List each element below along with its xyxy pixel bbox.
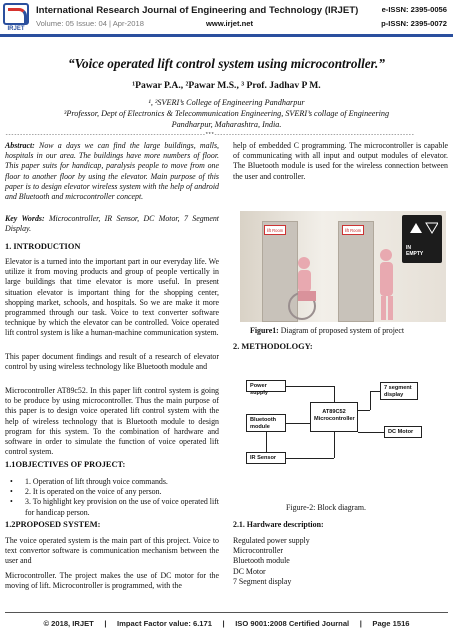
logo-mark-icon <box>3 3 29 25</box>
proposed-paragraph-2: Microcontroller. The project makes the use of DC motor for the moving of lift. Microcontroller is programmed, with the <box>5 571 219 591</box>
section-separator: ---------------------------------------------------------------------***--------------------------------------------------------------------- <box>5 131 414 138</box>
journal-header <box>0 0 453 38</box>
hardware-heading: 2.1. Hardware description: <box>233 520 324 529</box>
list-item: • 3. To highlight key provision on the use of voice operated lift for handicap person. <box>5 497 219 517</box>
keywords <box>5 214 219 234</box>
list-item: Microcontroller <box>233 546 283 556</box>
dc-motor-block: DC Motor <box>384 426 422 438</box>
objectives-heading: 1.1OBJECTIVES OF PROJECT: <box>5 460 126 469</box>
bluetooth-block: Bluetooth module <box>246 414 286 432</box>
figure-2-block-diagram <box>244 370 442 488</box>
list-item: • 1. Operation of lift through voice commands. <box>5 477 219 487</box>
journal-website-link[interactable]: www.irjet.net <box>206 19 253 28</box>
caption-text: Diagram of proposed system of project <box>278 326 405 335</box>
list-item: • 2. It is operated on the voice of any person. <box>5 487 219 497</box>
arrow-icon <box>406 219 438 241</box>
proposed-heading: 1.2PROPOSED SYSTEM: <box>5 520 101 529</box>
list-item: DC Motor <box>233 566 266 576</box>
connector-line <box>286 423 310 424</box>
connector-line <box>286 386 334 387</box>
connector-line <box>286 458 334 459</box>
list-item: Bluetooth module <box>233 556 290 566</box>
seven-segment-block: 7 segment display <box>380 382 418 400</box>
abstract <box>5 141 219 202</box>
volume-issue: Volume: 05 Issue: 04 | Apr-2018 <box>36 19 144 28</box>
connector-line <box>334 386 335 402</box>
abstract-label: Abstract: <box>5 141 35 150</box>
proposed-paragraph-1: The voice operated system is the main part of this project. Voice to text convertor software is communication mechanism between the user and <box>5 536 219 566</box>
figure-2-caption: Figure-2: Block diagram. <box>286 503 366 512</box>
microcontroller-block: AT89C52 Microcontroller <box>310 402 358 432</box>
objectives-list <box>5 477 219 518</box>
e-issn: e-ISSN: 2395-0056 <box>381 5 447 14</box>
header-rule <box>0 34 453 37</box>
affiliation-1: ¹, ²SVERI’s College of Engineering Pandharpur <box>148 98 305 107</box>
lift-room-sign: lift Room <box>264 225 286 235</box>
connector-line <box>334 432 335 458</box>
journal-name: International Research Journal of Engineering and Technology (IRJET) <box>36 5 359 16</box>
panel-text: IN EMPTY <box>406 245 424 257</box>
intro-paragraph-1: Elevator is a turned into the important part in our everyday life. We utilize it from moving products and group of people vertically in large buildings that time elevator is more useful. In present situation elevator is important thing for the shopping center, shopping market, schools, and hospitals. So we are make it more programmed through our task. Voice to text converter software technique by which the elevator can be controlled. Voice operated lift control system is like a human-machine communication system. <box>5 257 219 338</box>
footer-text: © 2018, IRJET | Impact Factor value: 6.171 | ISO 9001:2008 Certified Journal | Page 1516 <box>43 619 410 628</box>
abstract-text: Now a days we can find the large buildings, malls, hospitals in our area. The buildings have more numbers of floor. This paper suits for handicap, paralysis people to move from one floor to another floor by using the elevator. Main purpose of this paper is to design elevator wireless system with the help of android and Bluetooth and microcontroller concept. <box>5 141 219 202</box>
keywords-text: Microcontroller, IR Sensor, DC Motor, 7 Segment Display. <box>5 214 220 234</box>
connector-line <box>358 432 384 433</box>
list-item: 7 Segment display <box>233 576 292 586</box>
p-issn: p-ISSN: 2395-0072 <box>381 19 447 28</box>
lift-room-sign: lift Room <box>342 225 364 235</box>
paper-title: “Voice operated lift control system using microcontroller.” <box>68 56 385 71</box>
list-item: Regulated power supply <box>233 536 310 545</box>
footer-rule <box>5 612 448 613</box>
intro-paragraph-2: This paper document findings and result of a research of elevator control by using wireless technology like Bluetooth module and <box>5 352 219 372</box>
logo-text: IRJET <box>7 26 25 32</box>
affiliation-3: Pandharpur, Maharashtra, India. <box>171 120 282 129</box>
connector-line <box>370 391 371 410</box>
page-footer <box>0 612 453 640</box>
affiliation-2: ³Professor, Dept of Electronics & Telecommunication Engineering, SVERI’s collage of Engineering <box>63 109 390 118</box>
power-supply-block: Power supply <box>246 380 286 392</box>
caption-label: Figure1: <box>250 326 279 335</box>
intro-heading: 1. INTRODUCTION <box>5 242 81 251</box>
right-intro-paragraph: help of embedded C programming. The microcontroller is capable of communicating with all input and output modules of elevator. The Bluetooth module is used for the wireless connection between the user and controller. <box>233 141 448 181</box>
connector-line <box>370 391 380 392</box>
paper-authors: ¹Pawar P.A., ²Pawar M.S., ³ Prof. Jadhav P M. <box>132 80 321 91</box>
connector-line <box>266 432 267 452</box>
keywords-label: Key Words: <box>5 214 45 223</box>
connector-line <box>358 410 370 411</box>
methodology-heading: 2. METHODOLOGY: <box>233 342 313 351</box>
figure-1-caption <box>250 326 404 335</box>
floor-display-panel <box>402 215 442 263</box>
irjet-logo <box>3 3 29 33</box>
intro-paragraph-3: Microcontroller AT89c52. In this paper lift control system is going to be produce by using microcontroller. Thus the main purpose of this paper is to design voice operated lift control system with the help of wireless technology that is Bluetooth module to design program for this system. To the combination of hardware and software in order to simulate the function of voice operated lift control system. <box>5 386 219 457</box>
hardware-list <box>233 536 448 587</box>
figure-1-photo <box>240 211 446 322</box>
ir-sensor-block: IR Sensor <box>246 452 286 464</box>
